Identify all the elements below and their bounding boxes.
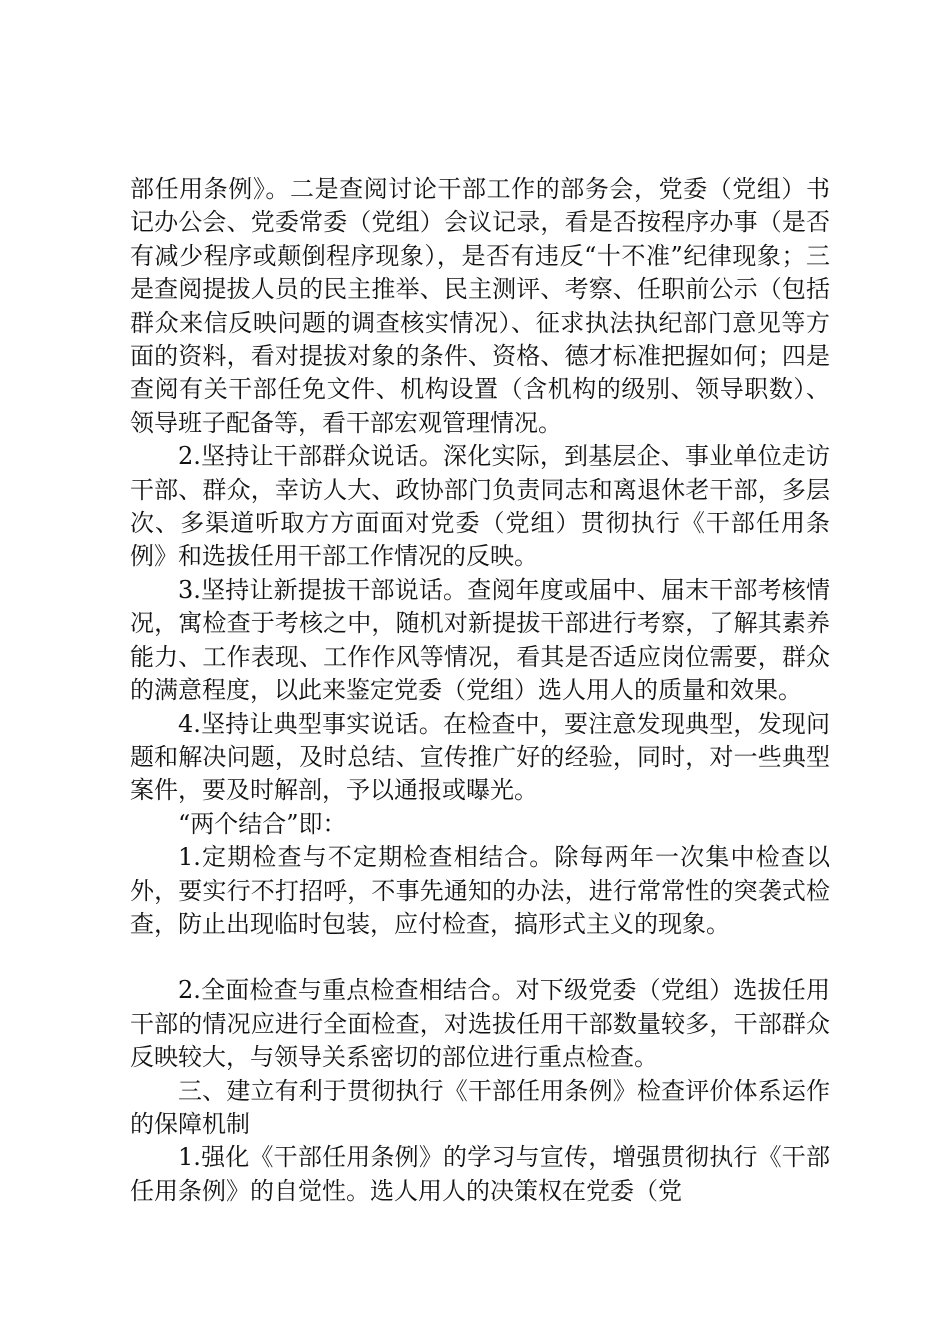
paragraph-section-three-item-1: 1.强化《干部任用条例》的学习与宣传，增强贯彻执行《干部任用条例》的自觉性。选人用人的决策权在党委（党 — [130, 1143, 830, 1205]
paragraph-gap — [130, 941, 830, 974]
document-body — [130, 173, 830, 1208]
paragraph-item-3: 3.坚持让新提拔干部说话。查阅年度或届中、届末干部考核情况，寓检查于考核之中，随机对新提拔干部进行考察，了解其素养能力、工作表现、工作作风等情况，看其是否适应岗位需要，群众的满意程度，以此来鉴定党委（党组）选人用人的质量和效果。 — [130, 575, 830, 705]
section-heading-three: 三、建立有利于贯彻执行《干部任用条例》检查评价体系运作的保障机制 — [130, 1076, 830, 1138]
paragraph-combination-1: 1.定期检查与不定期检查相结合。除每两年一次集中检查以外，要实行不打招呼，不事先通知的办法，进行常常性的突袭式检查，防止出现临时包装，应付检查，搞形式主义的现象。 — [130, 843, 830, 938]
paragraph-two-combinations: “两个结合”即： — [178, 809, 347, 838]
paragraph-combination-2: 2.全面检查与重点检查相结合。对下级党委（党组）选拔任用干部的情况应进行全面检查，对选拔任用干部数量较多，干部群众反映较大，与领导关系密切的部位进行重点检查。 — [130, 976, 830, 1072]
paragraph-item-4: 4.坚持让典型事实说话。在检查中，要注意发现典型，发现问题和解决问题，及时总结、宣传推广好的经验，同时，对一些典型案件，要及时解剖，予以通报或曝光。 — [130, 709, 830, 805]
paragraph-item-2: 2.坚持让干部群众说话。深化实际，到基层企、事业单位走访干部、群众，幸访人大、政协部门负责同志和离退休老干部，多层次、多渠道听取方方面面对党委（党组）贯彻执行《干部任用条例》和选拔任用干部工作情况的反映。 — [130, 442, 830, 571]
paragraph-continuation: 部任用条例》。二是查阅讨论干部工作的部务会，党委（党组）书记办公会、党委常委（党组）会议记录，看是否按程序办事（是否有减少程序或颠倒程序现象），是否有违反“十不准”纪律现象；三是查阅提拔人员的民主推举、民主测评、考察、任职前公示（包括群众来信反映问题的调查核实情况）、征求执法执纪部门意见等方面的资料，看对提拔对象的条件、资格、德才标准把握如何；四是查阅有关干部任免文件、机构设置（含机构的级别、领导职数）、领导班子配备等，看干部宏观管理情况。 — [130, 175, 830, 437]
